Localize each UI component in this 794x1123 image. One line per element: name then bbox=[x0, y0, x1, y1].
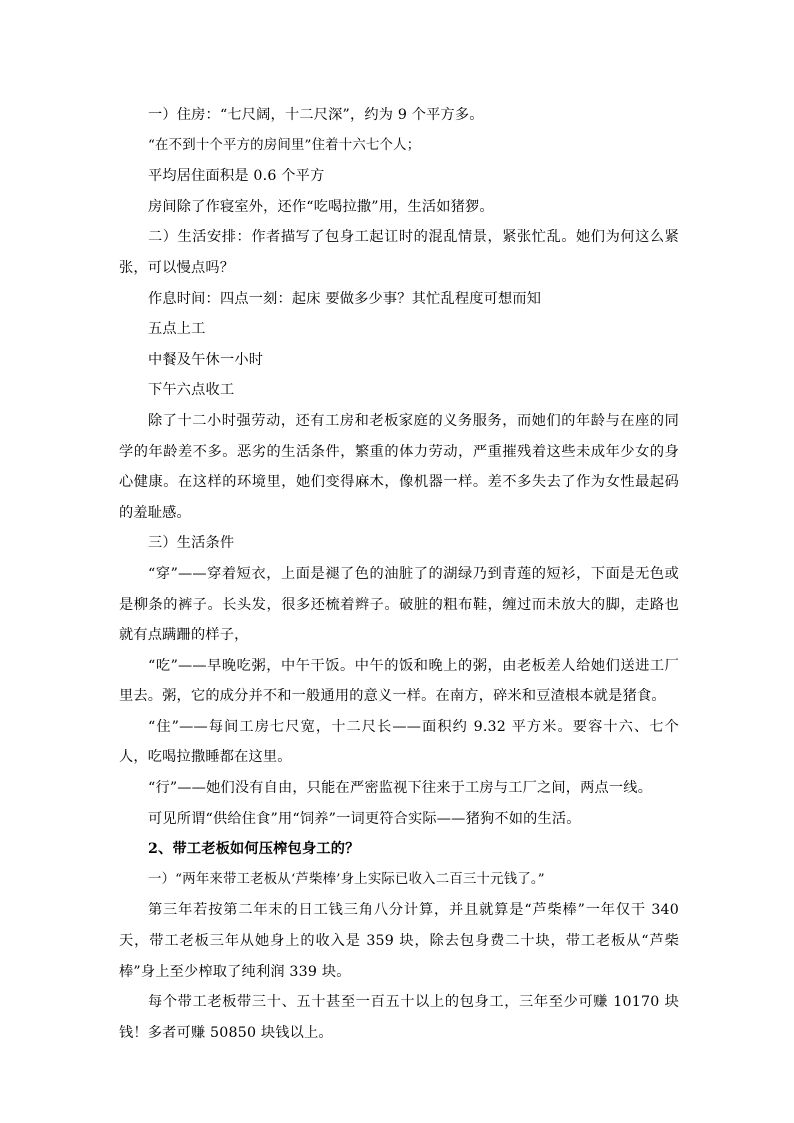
paragraph-movement: “行”——她们没有自由，只能在严密监视下往来于工房与工厂之间，两点一线。 bbox=[148, 780, 653, 797]
paragraph-life-arrangement: 二）生活安排：作者描写了包身工起讧时的混乱情景，紧张忙乱。她们为何这么紧张，可以慢点吗？ bbox=[119, 229, 679, 276]
paragraph-clothing: “穿”——穿着短衣，上面是褪了色的油脏了的湖绿乃到青莲的短衫，下面是无色或是柳条的裤子。长头发，很多还梳着辫子。破脏的粗布鞋，缠过而未放大的脚，走路也就有点蹒跚的样子， bbox=[119, 565, 679, 644]
paragraph-start-work: 五点上工 bbox=[148, 321, 206, 338]
paragraph-labor-analysis: 除了十二小时强劳动，还有工房和老板家庭的义务服务，而她们的年龄与在座的同学的年龄差不多。恶劣的生活条件，繁重的体力劳动，严重摧残着这些未成年少女的身心健康。在这样的环境里，她们变得麻木，像机器一样。差不多失去了作为女性最起码的羞耻感。 bbox=[119, 412, 679, 521]
paragraph-living-conditions-heading: 三）生活条件 bbox=[148, 535, 235, 552]
paragraph-schedule: 作息时间：四点一刻：起床 要做多少事？其忙乱程度可想而知 bbox=[148, 290, 542, 307]
paragraph-room-quote: “在不到十个平方的房间里”住着十六七个人； bbox=[148, 137, 421, 153]
paragraph-total-profit: 每个带工老板带三十、五十甚至一百五十以上的包身工，三年至少可赚 10170 块钱！多者可赚 50850 块钱以上。 bbox=[119, 994, 679, 1041]
paragraph-end-work: 下午六点收工 bbox=[148, 382, 235, 399]
document-body bbox=[119, 100, 679, 1048]
section-heading-exploitation: 2、带工老板如何压榨包身工的？ bbox=[148, 841, 360, 858]
paragraph-area-per-person: 平均居住面积是 0.6 个平方 bbox=[148, 168, 325, 185]
paragraph-food: “吃”——早晚吃粥，中午干饭。中午的饭和晚上的粥，由老板差人给她们送进工厂里去。粥，它的成分并不和一般通用的意义一样。在南方，碎米和豆渣根本就是猪食。 bbox=[119, 657, 679, 705]
paragraph-income-quote: 一）“两年来带工老板从‘芦柴棒’身上实际已收入二百三十元钱了。” bbox=[148, 871, 545, 887]
paragraph-living: “住”——每间工房七尺宽，十二尺长——面积约 9.32 平方米。要容十六、七个人，吃喝拉撒睡都在这里。 bbox=[119, 718, 679, 766]
paragraph-room-usage: 房间除了作寝室外，还作“吃喝拉撒”用，生活如猪猡。 bbox=[148, 198, 494, 215]
paragraph-lunch-break: 中餐及午休一小时 bbox=[148, 351, 264, 368]
paragraph-conclusion: 可见所谓“供给住食”用“饲养”一词更符合实际——猪狗不如的生活。 bbox=[148, 810, 581, 827]
paragraph-housing-heading: 一）住房：“七尺阔，十二尺深”，约为 9 个平方多。 bbox=[148, 107, 484, 123]
paragraph-profit-calculation: 第三年若按第二年末的日工钱三角八分计算，并且就算是“芦柴棒”一年仅干 340 天，带工老板三年从她身上的收入是 359 块，除去包身费二十块，带工老板从“芦柴棒”身上至少榨取了纯利润 339 块。 bbox=[119, 902, 679, 980]
